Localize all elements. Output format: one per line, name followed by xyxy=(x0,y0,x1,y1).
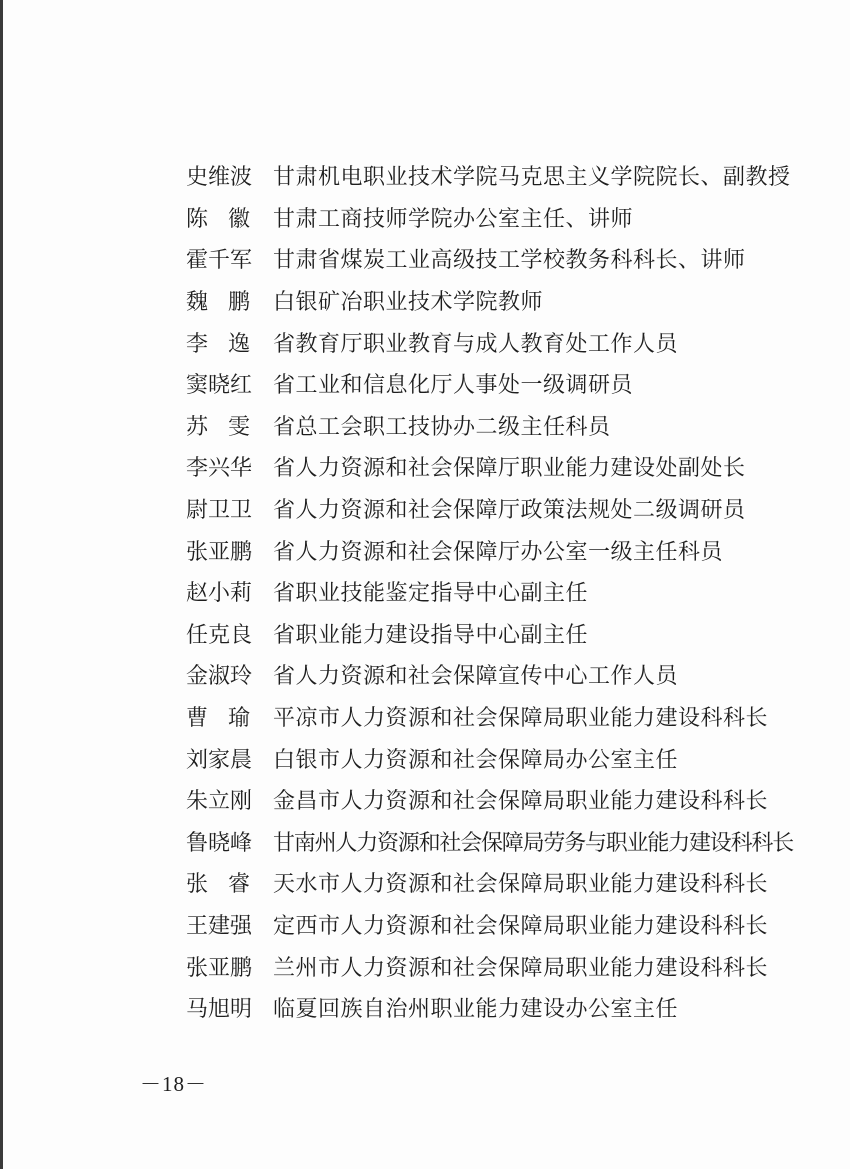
member-title: 省人力资源和社会保障厅办公室一级主任科员 xyxy=(273,539,724,565)
list-item xyxy=(186,987,786,1029)
member-title: 天水市人力资源和社会保障局职业能力建设科科长 xyxy=(273,872,769,898)
member-name: 史维波 xyxy=(186,165,253,191)
member-title: 省职业技能鉴定指导中心副主任 xyxy=(273,581,589,607)
member-name: 朱立刚 xyxy=(186,789,253,815)
member-name: 张亚鹏 xyxy=(186,539,253,565)
list-item xyxy=(186,696,786,738)
member-title: 平凉市人力资源和社会保障局职业能力建设科科长 xyxy=(273,706,769,732)
list-item xyxy=(186,613,786,655)
member-name: 赵小莉 xyxy=(186,581,253,607)
member-title: 定西市人力资源和社会保障局职业能力建设科科长 xyxy=(273,913,769,939)
member-title: 省工业和信息化厅人事处一级调研员 xyxy=(273,373,634,399)
list-item xyxy=(186,197,786,239)
member-title: 甘肃工商技师学院办公室主任、讲师 xyxy=(273,206,634,232)
list-item xyxy=(186,405,786,447)
member-name: 魏鹏 xyxy=(186,290,250,316)
member-list xyxy=(186,155,794,1028)
member-title: 省人力资源和社会保障厅政策法规处二级调研员 xyxy=(273,498,746,524)
member-title: 白银矿冶职业技术学院教师 xyxy=(273,290,544,316)
member-name: 窦晓红 xyxy=(186,373,253,399)
member-name: 陈徽 xyxy=(186,206,250,232)
member-name: 刘家晨 xyxy=(186,747,253,773)
member-title: 金昌市人力资源和社会保障局职业能力建设科科长 xyxy=(273,789,769,815)
list-item xyxy=(186,446,786,488)
scan-edge xyxy=(0,0,3,1169)
member-name: 苏雯 xyxy=(186,414,250,440)
member-name: 尉卫卫 xyxy=(186,498,253,524)
list-item xyxy=(186,654,786,696)
member-name: 任克良 xyxy=(186,622,253,648)
member-name: 马旭明 xyxy=(186,997,253,1023)
member-name: 张亚鹏 xyxy=(186,955,253,981)
member-name: 金淑玲 xyxy=(186,664,253,690)
member-name: 霍千军 xyxy=(186,248,253,274)
list-item xyxy=(186,945,786,987)
member-title: 兰州市人力资源和社会保障局职业能力建设科科长 xyxy=(273,955,769,981)
list-item xyxy=(186,529,786,571)
member-name: 张睿 xyxy=(186,872,250,898)
member-title: 甘肃省煤炭工业高级技工学校教务科科长、讲师 xyxy=(273,248,746,274)
list-item xyxy=(186,571,786,613)
member-name: 李逸 xyxy=(186,331,250,357)
member-name: 李兴华 xyxy=(186,456,253,482)
member-title: 甘南州人力资源和社会保障局劳务与职业能力建设科科长 xyxy=(273,830,794,856)
list-item xyxy=(186,238,786,280)
list-item xyxy=(186,821,794,863)
list-item xyxy=(186,862,786,904)
list-item xyxy=(186,363,786,405)
list-item xyxy=(186,488,786,530)
list-item xyxy=(186,155,791,197)
list-item xyxy=(186,737,786,779)
member-title: 白银市人力资源和社会保障局办公室主任 xyxy=(273,747,679,773)
list-item xyxy=(186,904,786,946)
member-title: 省职业能力建设指导中心副主任 xyxy=(273,622,589,648)
member-name: 曹瑜 xyxy=(186,706,250,732)
member-title: 省人力资源和社会保障宣传中心工作人员 xyxy=(273,664,679,690)
member-name: 王建强 xyxy=(186,913,253,939)
member-title: 省人力资源和社会保障厅职业能力建设处副处长 xyxy=(273,456,746,482)
page-number: －18－ xyxy=(140,1072,207,1096)
member-title: 临夏回族自治州职业能力建设办公室主任 xyxy=(273,997,679,1023)
list-item xyxy=(186,779,786,821)
member-title: 省总工会职工技协办二级主任科员 xyxy=(273,414,611,440)
member-title: 省教育厅职业教育与成人教育处工作人员 xyxy=(273,331,679,357)
list-item xyxy=(186,280,786,322)
member-name: 鲁晓峰 xyxy=(186,830,253,856)
list-item xyxy=(186,321,786,363)
member-title: 甘肃机电职业技术学院马克思主义学院院长、副教授 xyxy=(273,165,791,191)
